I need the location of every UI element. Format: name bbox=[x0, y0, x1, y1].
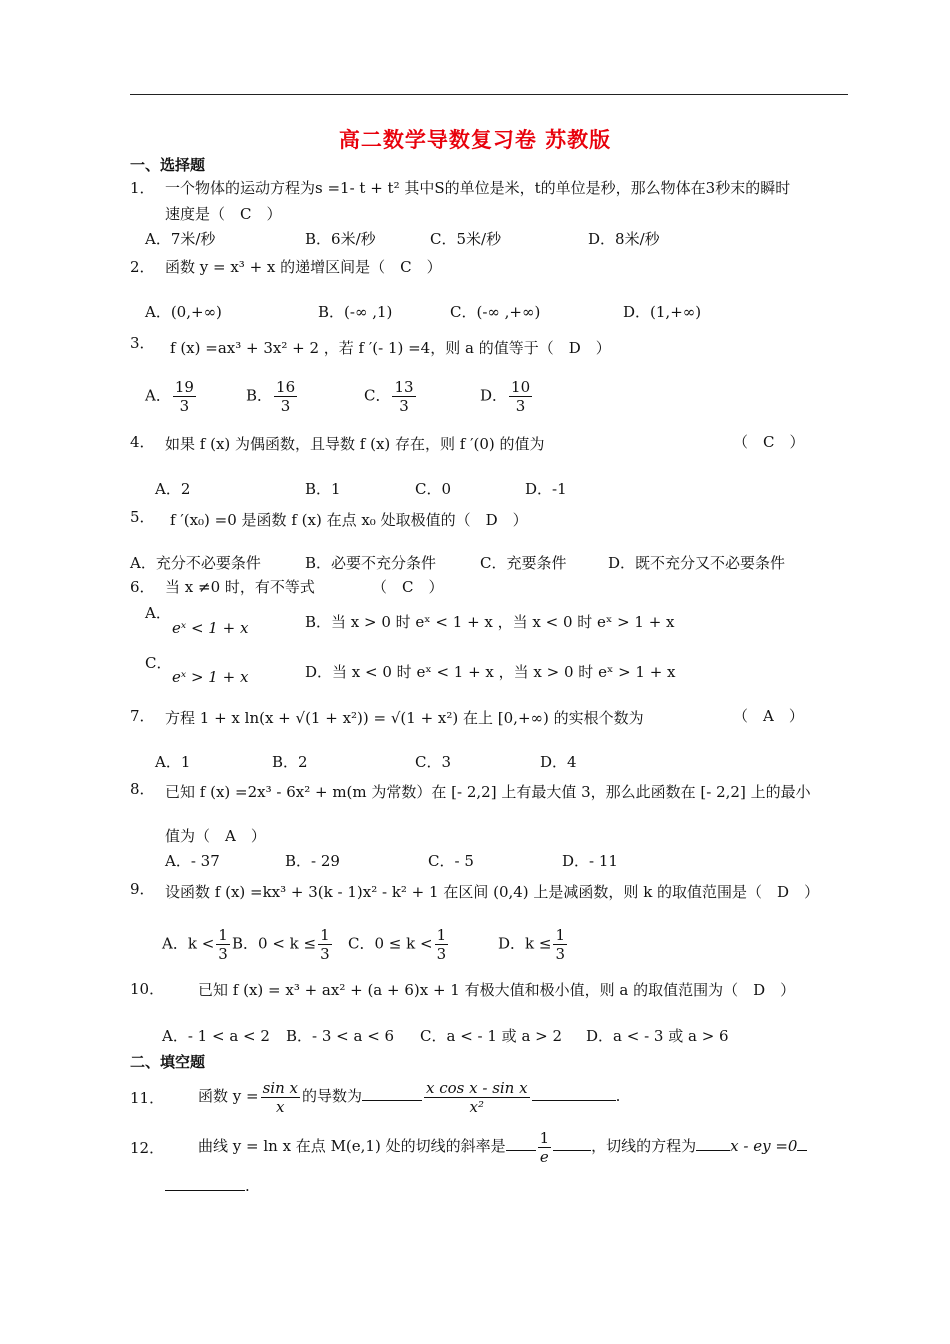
question-2-option-a: A．(0,+∞) bbox=[145, 303, 222, 321]
question-8-text-cont: 值为（ A ） bbox=[165, 827, 266, 845]
question-10-option-a: A．- 1 < a < 2 bbox=[162, 1027, 270, 1045]
page-title: 高二数学导数复习卷 苏教版 bbox=[338, 127, 612, 152]
question-2-text: 函数 y = x³ + x 的递增区间是（ C ） bbox=[165, 258, 442, 276]
question-1-text-cont: 速度是（ C ） bbox=[165, 205, 282, 223]
question-9-option-b: B．0 < k ≤ $\frac{1}{3}$ bbox=[232, 926, 330, 963]
question-4-option-a: A．2 bbox=[155, 480, 191, 498]
question-6-option-a-expr: eˣ < 1 + x bbox=[172, 619, 249, 637]
question-1-option-b: B．6米/秒 bbox=[305, 230, 376, 248]
question-3-option-a: A． $\frac{19}{3}$ bbox=[145, 378, 194, 415]
question-1-number: 1． bbox=[130, 179, 155, 197]
question-2-number: 2． bbox=[130, 258, 155, 276]
question-5-option-d: D．既不充分又不必要条件 bbox=[608, 554, 786, 572]
question-4-option-d: D．-1 bbox=[525, 480, 567, 498]
question-4-number: 4． bbox=[130, 433, 155, 451]
question-5-text: f ′(x₀) =0 是函数 f (x) 在点 x₀ 处取极值的（ D ） bbox=[170, 511, 528, 529]
question-3-option-c: C． $\frac{13}{3}$ bbox=[364, 378, 414, 415]
question-6-option-a-label: A． bbox=[145, 604, 171, 622]
question-4-option-c: C．0 bbox=[415, 480, 452, 498]
question-8-option-c: C．- 5 bbox=[428, 852, 474, 870]
question-8-option-d: D．- 11 bbox=[562, 852, 618, 870]
question-8-option-b: B．- 29 bbox=[285, 852, 340, 870]
question-9-text: 设函数 f (x) =kx³ + 3(k - 1)x² - k² + 1 在区间 (0,4) 上是减函数，则 k 的取值范围是（ D ） bbox=[165, 883, 820, 901]
question-10-option-b: B．- 3 < a < 6 bbox=[286, 1027, 395, 1045]
question-6-option-c-expr: eˣ > 1 + x bbox=[172, 668, 249, 686]
section-heading-choice: 一、选择题 bbox=[130, 156, 206, 174]
question-12-blank-cont: . bbox=[165, 1176, 250, 1196]
question-9-option-d: D．k ≤ $\frac{1}{3}$ bbox=[498, 926, 565, 963]
question-4-answer: （ C ） bbox=[733, 433, 805, 451]
top-rule bbox=[130, 94, 848, 95]
question-6-option-d: D．当 x < 0 时 eˣ < 1 + x ，当 x > 0 时 eˣ > 1 + x bbox=[305, 663, 676, 681]
question-7-number: 7． bbox=[130, 707, 155, 725]
question-2-option-b: B．(-∞ ,1) bbox=[318, 303, 393, 321]
question-9-number: 9． bbox=[130, 880, 155, 898]
question-5-number: 5． bbox=[130, 508, 155, 526]
question-9-option-c: C．0 ≤ k < $\frac{1}{3}$ bbox=[348, 926, 447, 963]
question-2-option-c: C．(-∞ ,+∞) bbox=[450, 303, 541, 321]
question-1-option-a: A．7米/秒 bbox=[145, 230, 216, 248]
question-11-number: 11． bbox=[130, 1089, 165, 1107]
question-6-answer: （ C ） bbox=[372, 578, 444, 596]
question-3-text: f (x) =ax³ + 3x² + 2 ，若 f ′(- 1) =4，则 a 的值等于（ D ） bbox=[170, 339, 611, 357]
question-1-option-c: C．5米/秒 bbox=[430, 230, 502, 248]
question-5-option-a: A．充分不必要条件 bbox=[130, 554, 261, 572]
question-8-text: 已知 f (x) =2x³ - 6x² + m(m 为常数）在 [- 2,2] 上有最大值 3，那么此函数在 [- 2,2] 上的最小 bbox=[165, 783, 811, 801]
question-7-option-a: A．1 bbox=[155, 753, 191, 771]
question-3-option-b: B． $\frac{16}{3}$ bbox=[246, 378, 296, 415]
question-3-option-d: D． $\frac{10}{3}$ bbox=[480, 378, 531, 415]
section-heading-fill: 二、填空题 bbox=[130, 1053, 206, 1071]
question-7-text: 方程 1 + x ln(x + √(1 + x²)) = √(1 + x²) 在上 [0,+∞) 的实根个数为 bbox=[165, 709, 644, 727]
question-7-option-d: D．4 bbox=[540, 753, 577, 771]
question-7-option-b: B．2 bbox=[272, 753, 308, 771]
question-5-option-b: B．必要不充分条件 bbox=[305, 554, 437, 572]
question-5-option-c: C．充要条件 bbox=[480, 554, 567, 572]
question-11-text: 函数 y = $\frac{\text{sin x}}{x}$ 的导数为 $\frac{\text{x cos x - sin x}}{\text{x²}}$ . bbox=[198, 1078, 621, 1116]
question-8-option-a: A．- 37 bbox=[165, 852, 220, 870]
question-6-text: 当 x ≠0 时，有不等式 bbox=[165, 578, 315, 596]
question-8-number: 8． bbox=[130, 780, 155, 798]
question-6-option-c-label: C． bbox=[145, 654, 172, 672]
question-12-number: 12． bbox=[130, 1139, 165, 1157]
question-10-text: 已知 f (x) = x³ + ax² + (a + 6)x + 1 有极大值和极小值，则 a 的取值范围为（ D ） bbox=[198, 981, 796, 999]
question-2-option-d: D．(1,+∞) bbox=[623, 303, 702, 321]
question-10-number: 10． bbox=[130, 980, 165, 998]
question-10-option-c: C．a < - 1 或 a > 2 bbox=[420, 1027, 563, 1045]
question-12-text: 曲线 y = ln x 在点 M(e,1) 处的切线的斜率是 $\frac{1}{e}$ ，切线的方程为 x - ey =0 bbox=[198, 1126, 807, 1166]
question-3-number: 3． bbox=[130, 334, 155, 352]
question-1-text: 一个物体的运动方程为s =1- t + t² 其中S的单位是米，t的单位是秒，那么物体在3秒末的瞬时 bbox=[165, 179, 791, 197]
question-1-option-d: D．8米/秒 bbox=[588, 230, 660, 248]
question-7-option-c: C．3 bbox=[415, 753, 452, 771]
question-6-option-b: B．当 x > 0 时 eˣ < 1 + x ，当 x < 0 时 eˣ > 1 + x bbox=[305, 613, 675, 631]
question-4-option-b: B．1 bbox=[305, 480, 341, 498]
question-9-option-a: A．k < $\frac{1}{3}$ bbox=[162, 926, 228, 963]
question-7-answer: （ A ） bbox=[733, 707, 804, 725]
question-4-text: 如果 f (x) 为偶函数，且导数 f (x) 存在，则 f ′(0) 的值为 bbox=[165, 435, 545, 453]
question-6-number: 6． bbox=[130, 578, 155, 596]
question-10-option-d: D．a < - 3 或 a > 6 bbox=[586, 1027, 729, 1045]
